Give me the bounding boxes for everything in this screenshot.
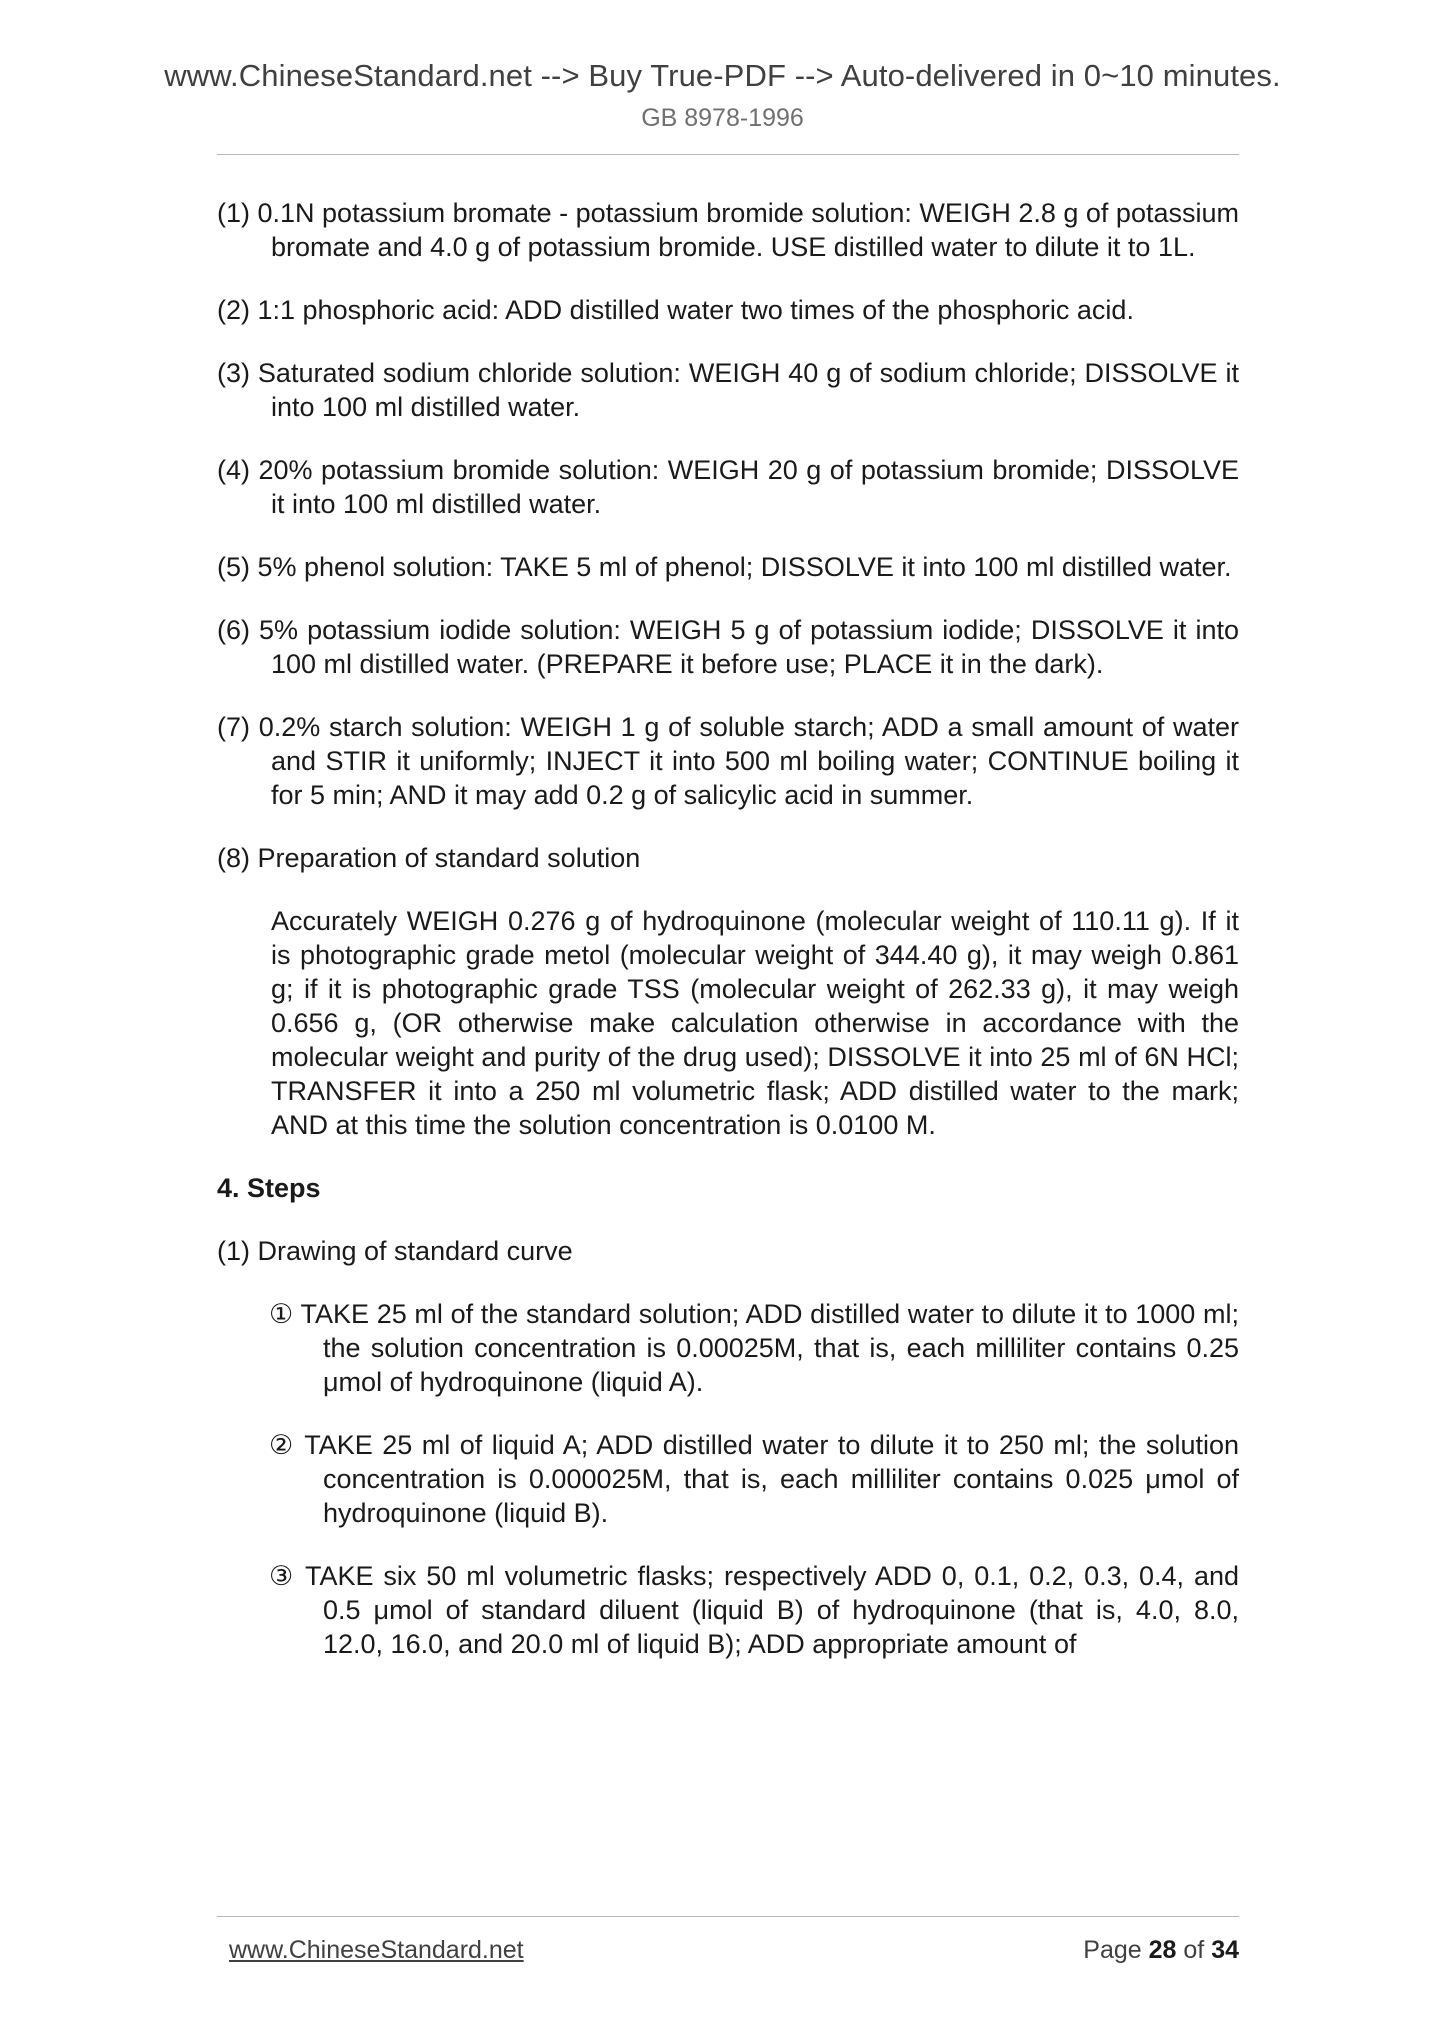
reagent-item-7: (7) 0.2% starch solution: WEIGH 1 g of soluble starch; ADD a small amount of water and STIR it uniformly; INJECT it into 500 ml boiling water; CONTINUE boiling it for 5 min; AND it may add 0.2 g of salicylic acid in summer. (217, 712, 1239, 810)
page-number (1083, 1936, 1239, 1965)
header-banner: www.ChineseStandard.net --> Buy True-PDF --> Auto-delivered in 0~10 minutes. (164, 58, 1281, 93)
substep-1: ① TAKE 25 ml of the standard solution; ADD distilled water to dilute it to 1000 ml; the solution concentration is 0.00025M, that is, each milliliter contains 0.25 μmol of hydroquinone (liquid A). (269, 1299, 1239, 1397)
page-current: 28 (1148, 1936, 1177, 1964)
reagent-item-4: (4) 20% potassium bromide solution: WEIGH 20 g of potassium bromide; DISSOLVE it into 100 ml distilled water. (217, 455, 1239, 519)
footer-divider (217, 1916, 1239, 1917)
reagent-item-1: (1) 0.1N potassium bromate - potassium bromide solution: WEIGH 2.8 g of potassium bromate and 4.0 g of potassium bromide. USE distilled water to dilute it to 1L. (217, 198, 1239, 262)
reagent-item-8: (8) Preparation of standard solution (217, 843, 641, 873)
header-divider (217, 154, 1239, 155)
substep-3: ③ TAKE six 50 ml volumetric flasks; respectively ADD 0, 0.1, 0.2, 0.3, 0.4, and 0.5 μmol of standard diluent (liquid B) of hydroquinone (that is, 4.0, 8.0, 12.0, 16.0, and 20.0 ml of liquid B); ADD appropriate amount of (269, 1561, 1239, 1659)
substep-2: ② TAKE 25 ml of liquid A; ADD distilled water to dilute it to 250 ml; the solution concentration is 0.000025M, that is, each milliliter contains 0.025 μmol of hydroquinone (liquid B). (269, 1430, 1239, 1528)
reagent-item-5: (5) 5% phenol solution: TAKE 5 ml of phenol; DISSOLVE it into 100 ml distilled water. (217, 552, 1232, 582)
reagent-item-3: (3) Saturated sodium chloride solution: WEIGH 40 g of sodium chloride; DISSOLVE it into 100 ml distilled water. (217, 358, 1239, 422)
page-of-label: of (1183, 1936, 1205, 1964)
standard-solution-description: Accurately WEIGH 0.276 g of hydroquinone (molecular weight of 110.11 g). If it is photographic grade metol (molecular weight of 344.40 g), it may weigh 0.861 g; if it is photographic grade TSS (molecular weight of 262.33 g), it may weigh 0.656 g, (OR otherwise make calculation otherwise in accordance with the molecular weight and purity of the drug used); DISSOLVE it into 25 ml of 6N HCl; TRANSFER it into a 250 ml volumetric flask; ADD distilled water to the mark; AND at this time the solution concentration is 0.0100 M. (271, 906, 1239, 1140)
reagent-item-2: (2) 1:1 phosphoric acid: ADD distilled water two times of the phosphoric acid. (217, 295, 1134, 325)
reagent-item-6: (6) 5% potassium iodide solution: WEIGH 5 g of potassium iodide; DISSOLVE it into 100 ml distilled water. (PREPARE it before use; PLACE it in the dark). (217, 615, 1239, 679)
page-label: Page (1083, 1936, 1142, 1964)
section-heading-steps: 4. Steps (217, 1173, 321, 1203)
standard-id: GB 8978-1996 (641, 104, 804, 132)
footer-website-link[interactable]: www.ChineseStandard.net (229, 1936, 524, 1964)
page-total: 34 (1211, 1936, 1239, 1964)
step-item-1: (1) Drawing of standard curve (217, 1236, 573, 1266)
document-body (217, 196, 1239, 1690)
